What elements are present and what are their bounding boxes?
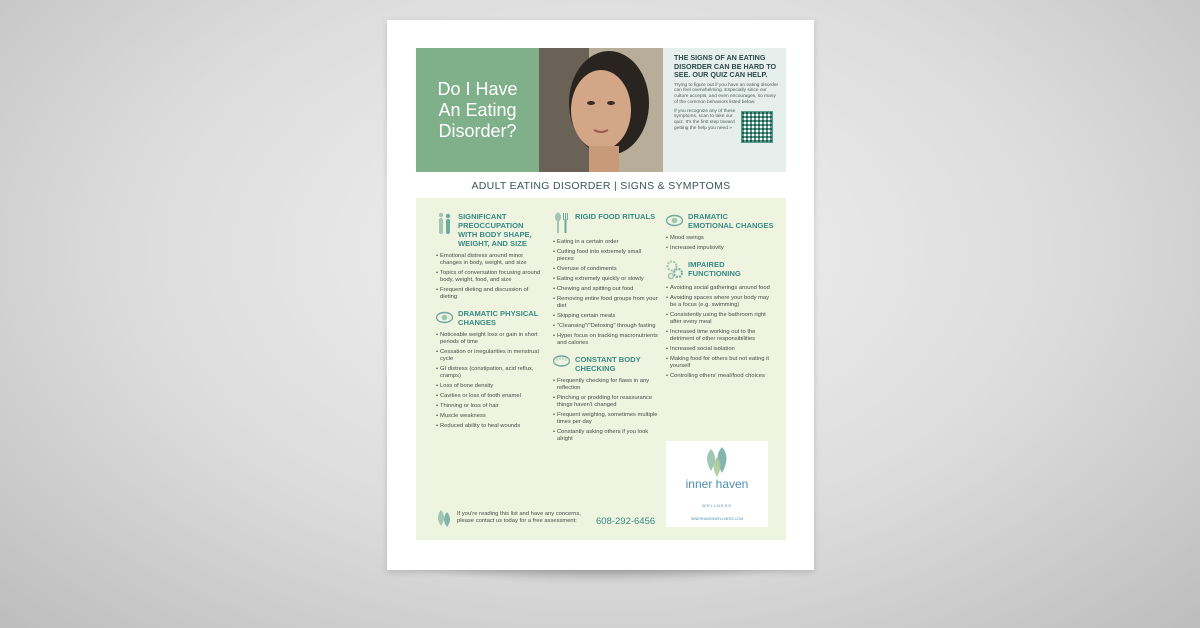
physical-list (436, 332, 544, 430)
list-item: • Making food for others but not eating it yourself (666, 356, 774, 370)
emotional-list (666, 235, 774, 252)
list-item: • Increased impulsivity (666, 245, 774, 252)
section-rituals-title: RIGID FOOD RITUALS (575, 212, 656, 221)
website-link[interactable]: INNERHAVENWELLNESS.COM (690, 517, 744, 521)
list-item: • Eating extremely quickly or slowly (553, 276, 658, 283)
list-item: • Avoiding spaces where your body may be a focus (e.g. swimming) (666, 295, 774, 309)
hero-title-block (416, 48, 539, 172)
list-item: • Increased social isolation (666, 346, 774, 353)
quiz-intro: Trying to figure out if you have an eating disorder can feel overwhelming. Especially since our culture accepts, and even encourages, so many of the common behaviors listed below. (674, 82, 779, 105)
list-item: • Cutting food into extremely small pieces (553, 249, 658, 263)
woman-photo (539, 48, 663, 172)
phone-number[interactable]: 608-292-6456 (596, 516, 656, 527)
contact-text: If you're reading this list and have any concerns, please contact us today for a free assessment: (457, 511, 581, 524)
inner-haven-logo (666, 441, 768, 527)
section-preoccupation-header (436, 212, 544, 248)
utensils-icon (553, 212, 570, 234)
list-item: • Increased time working out to the detriment of other responsibilities (666, 329, 774, 343)
list-item: • Noticeable weight loss or gain in short periods of time (436, 332, 544, 346)
list-item: • Mood swings (666, 235, 774, 242)
section-emotional-header (666, 212, 774, 230)
section-preoccupation-title: SIGNIFICANT PREOCCUPATION WITH BODY SHAPE, WEIGHT, AND SIZE (458, 212, 532, 248)
list-item: • Frequent dieting and discussion of dieting (436, 287, 544, 301)
list-item: • Removing entire food groups from your diet (553, 296, 658, 310)
list-item: • Consistently using the bathroom right after every meal (666, 312, 774, 326)
qr-code-icon[interactable] (741, 111, 773, 143)
quiz-callout (663, 48, 786, 172)
hero-title: Do I Have An Eating Disorder? (437, 78, 518, 141)
leaf-icon (435, 508, 453, 528)
list-item: • Thinning or loss of hair (436, 403, 544, 410)
section-physical-title: DRAMATIC PHYSICAL CHANGES (458, 309, 539, 327)
column-2 (553, 212, 658, 451)
column-1 (436, 212, 544, 438)
list-item: • Controlling others' meal/food choices (666, 373, 774, 380)
section-functioning-header (666, 260, 774, 280)
list-item: • Eating in a certain order (553, 239, 658, 246)
section-checking-title: CONSTANT BODY CHECKING (575, 355, 641, 373)
logo-subtitle: WELLNESS (702, 503, 732, 508)
rituals-list (553, 239, 658, 347)
list-item: • GI distress (constipation, acid reflux, cramps) (436, 366, 544, 380)
list-item: • "Cleansing"/"Detoxing" through fasting (553, 323, 658, 330)
section-functioning-title: IMPAIRED FUNCTIONING (688, 260, 741, 278)
list-item: • Hyper focus on tracking macronutrients and calories (553, 333, 658, 347)
tape-measure-icon (553, 355, 570, 367)
list-item: • Frequently checking for flaws in any reflection (553, 378, 658, 392)
document-title: ADULT EATING DISORDER | SIGNS & SYMPTOMS (471, 180, 731, 192)
eye-icon (666, 212, 683, 229)
people-icon (436, 212, 453, 236)
checking-list (553, 378, 658, 443)
list-item: • Constantly asking others if you look alright (553, 429, 658, 443)
eye-icon (436, 309, 453, 326)
list-item: • Frequent weighing, sometimes multiple times per day (553, 412, 658, 426)
list-item: • Pinching or prodding for reassurance things haven't changed (553, 395, 658, 409)
column-3 (666, 212, 774, 388)
preoccupation-list (436, 253, 544, 301)
list-item: • Topics of conversation focusing around body, weight, food, and size (436, 270, 544, 284)
quiz-heading: THE SIGNS OF AN EATING DISORDER CAN BE HARD TO SEE. OUR QUIZ CAN HELP. (674, 53, 777, 79)
flyer-sheet (387, 20, 814, 570)
list-item: • Overuse of condiments (553, 266, 658, 273)
list-item: • Chewing and spitting out food (553, 286, 658, 293)
list-item: • Cessation or irregularities in menstrual cycle (436, 349, 544, 363)
hero-banner (416, 48, 786, 172)
section-checking-header (553, 355, 658, 373)
list-item: • Avoiding social gatherings around food (666, 285, 774, 292)
quiz-scan-text: If you recognize any of these symptoms, scan to take our quiz. It's the first step toward getting the help you need » (674, 108, 736, 132)
list-item: • Muscle weakness (436, 413, 544, 420)
contact-footer (435, 508, 660, 528)
section-rituals-header (553, 212, 658, 234)
section-emotional-title: DRAMATIC EMOTIONAL CHANGES (688, 212, 774, 230)
gears-icon (666, 260, 683, 280)
list-item: • Reduced ability to heal wounds (436, 423, 544, 430)
list-item: • Cavities or loss of tooth enamel (436, 393, 544, 400)
list-item: • Loss of bone density (436, 383, 544, 390)
symptoms-panel (416, 198, 786, 540)
list-item: • Emotional distress around minor changes in body, weight, and size (436, 253, 544, 267)
list-item: • Skipping certain meals (553, 313, 658, 320)
section-physical-header (436, 309, 544, 327)
leaf-logo-icon (702, 445, 732, 479)
quiz-scan-row (674, 109, 780, 143)
logo-wordmark: inner haven (685, 477, 749, 491)
functioning-list (666, 285, 774, 380)
